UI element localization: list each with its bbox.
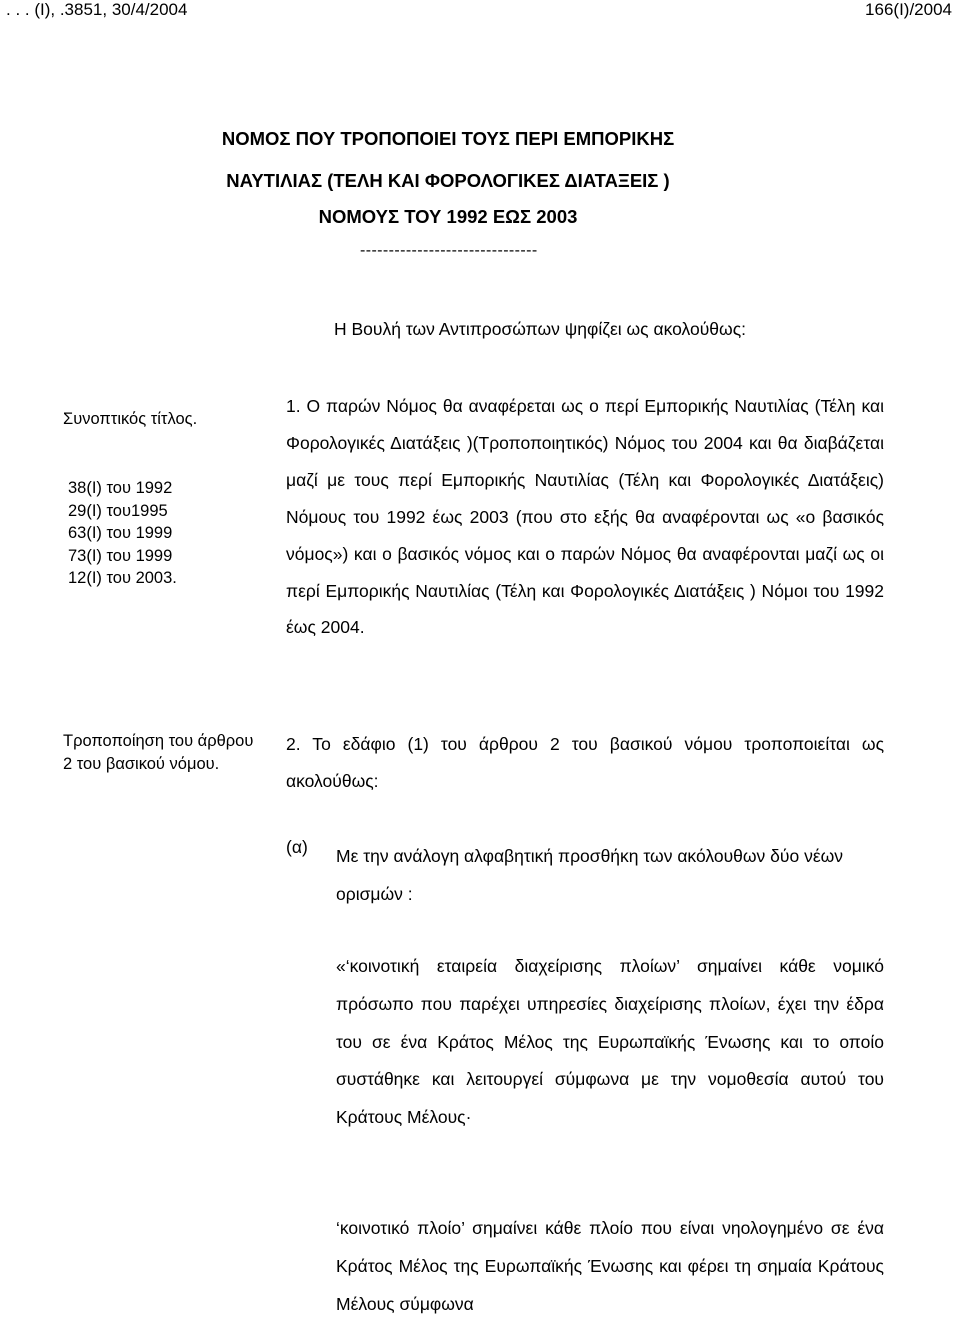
- law-title-line-1: ΝΟΜΟΣ ΠΟΥ ΤΡΟΠΟΠΟΙΕΙ ΤΟΥΣ ΠΕΡΙ ΕΜΠΟΡΙΚΗΣ: [221, 128, 675, 149]
- definition-text: ‘κοινοτικό πλοίο’ σημαίνει κάθε πλοίο που είναι νηολογημένο σε ένα Κράτος Μέλος της Ευρωπαϊκής Ένωσης και φέρει τη σημαία Κράτους Μέλους σύμφωνα: [336, 1218, 884, 1314]
- law-title-line-3: ΝΟΜΟΥΣ ΤΟΥ 1992 ΕΩΣ 2003: [318, 206, 578, 227]
- definition-community-ship: [336, 1210, 884, 1323]
- law-reference: 12(Ι) του 2003.: [68, 569, 177, 587]
- definition-text: «‘κοινοτική εταιρεία διαχείρισης πλοίων’ σημαίνει κάθε νομικό πρόσωπο που παρέχει υπηρεσίες διαχείρισης πλοίων, έχει την έδρα του σε ένα Κράτος Μέλος της Ευρωπαϊκής Ένωσης και το οποίο συστάθηκε και λειτουργεί σύμφωνα με την νομοθεσία αυτού του Κράτους Μέλους·: [336, 956, 884, 1128]
- enacting-clause: Η Βουλή των Αντιπροσώπων ψηφίζει ως ακολούθως:: [334, 319, 746, 339]
- title-separator: -------------------------------: [360, 242, 538, 259]
- gazette-reference: . . . (Ι), .3851, 30/4/2004: [6, 0, 188, 19]
- law-reference: 38(Ι) του 1992: [68, 479, 173, 497]
- margin-note-amendment: Τροποποίηση του άρθρου 2 του βασικού νόμου.: [63, 732, 254, 773]
- item-a-body: Με την ανάλογη αλφαβητική προσθήκη των ακόλουθων δύο νέων ορισμών :: [336, 846, 844, 904]
- margin-note-laws: [68, 477, 218, 590]
- law-number: 166(Ι)/2004: [865, 0, 952, 19]
- margin-note-short-title: Συνοπτικός τίτλος.: [63, 410, 198, 428]
- section-1-text: 1. Ο παρών Νόμος θα αναφέρεται ως ο περί Εμπορικής Ναυτιλίας (Τέλη και Φορολογικές Διατάξεις )(Τροποποιητικός) Νόμος του 2004 και θα διαβάζεται μαζί με τους περί Εμπορικής Ναυτιλίας (Τέλη και Φορολογικές Διατάξεις) Νόμους του 1992 έως 2003 (που στο εξής θα αναφέρονται ως «ο βασικός νόμος») και ο βασικός νόμος και ο παρών Νόμος θα αναφέρονται μαζί ως οι περί Εμπορικής Ναυτιλίας (Τέλη και Φορολογικές Διατάξεις ) Νόμοι του 1992 έως 2004.: [286, 396, 884, 638]
- item-a-label: (α): [286, 837, 308, 857]
- section-2: [286, 726, 884, 800]
- definition-community-ship-management-company: [336, 948, 884, 1137]
- section-1: [286, 388, 884, 646]
- law-reference: 63(Ι) του 1999: [68, 524, 173, 542]
- page-header: [0, 0, 960, 20]
- law-reference: 73(Ι) του 1999: [68, 546, 173, 565]
- section-2-text: 2. Το εδάφιο (1) του άρθρου 2 του βασικού νόμου τροποποιείται ως ακολούθως:: [286, 734, 884, 791]
- law-title-line-2: ΝΑΥΤΙΛΙΑΣ (ΤΕΛΗ ΚΑΙ ΦΟΡΟΛΟΓΙΚΕΣ ΔΙΑΤΑΞΕΙΣ ): [226, 170, 670, 191]
- law-reference: 29(Ι) του1995: [68, 501, 168, 520]
- item-a-text: [336, 837, 884, 913]
